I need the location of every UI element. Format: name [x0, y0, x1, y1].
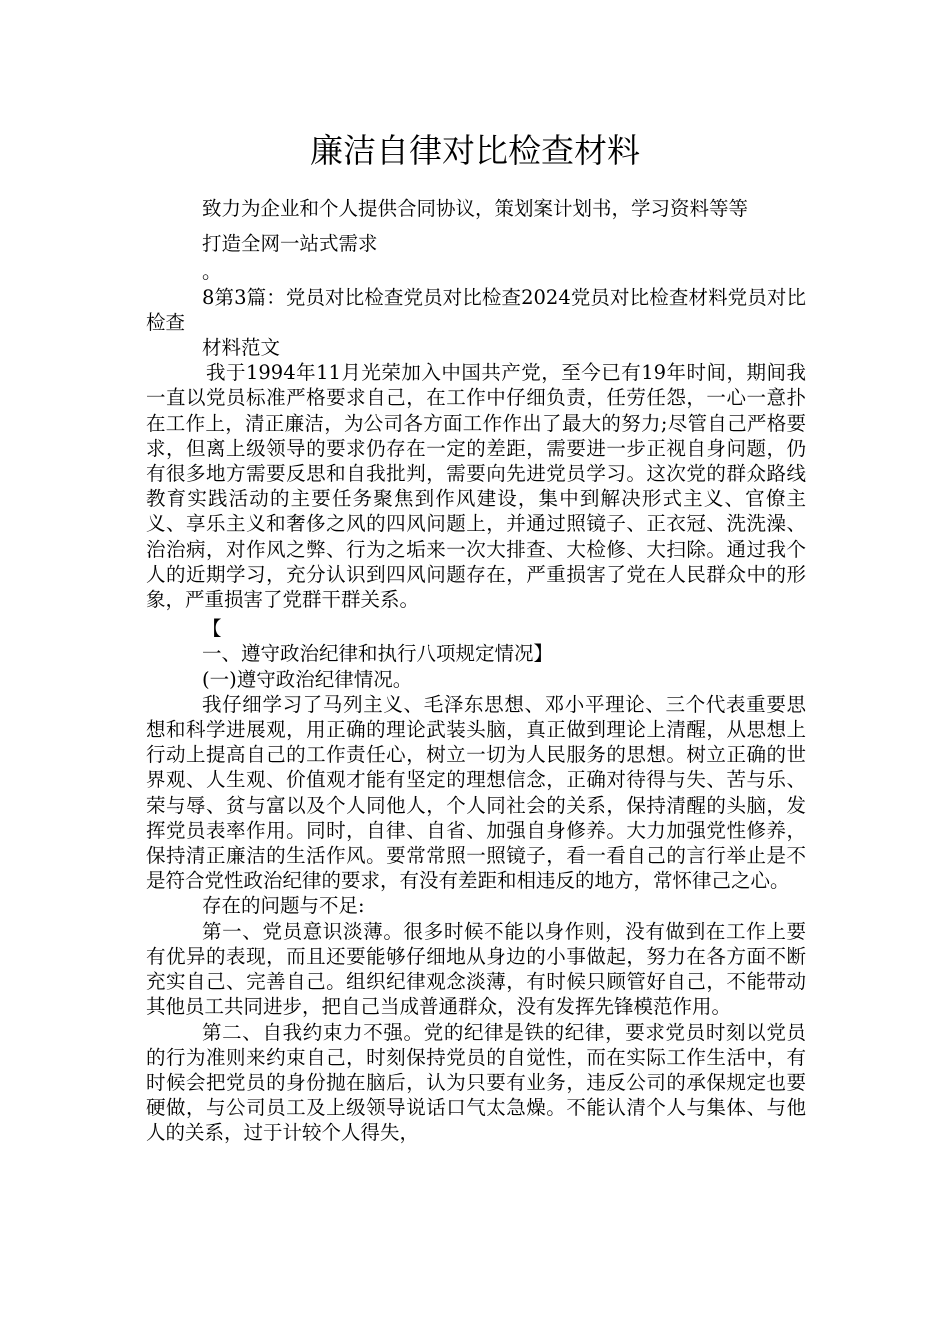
- problems-heading: 存在的问题与不足:: [202, 894, 365, 918]
- bracket-line: 【: [202, 617, 222, 641]
- intro-line-3: 。: [202, 260, 222, 284]
- section-heading: 8第3篇：党员对比检查党员对比检查2024党员对比检查材料党员对比检查: [146, 285, 806, 334]
- intro-line-2: 打造全网一站式需求: [202, 232, 378, 256]
- intro-line-1: 致力为企业和个人提供合同协议，策划案计划书，学习资料等等: [202, 197, 749, 220]
- paragraph-point-one: 第一、党员意识淡薄。很多时候不能以身作则，没有做到在工作上要有优异的表现，而且还要能够仔细地从身边的小事做起，努力在各方面不断充实自己、完善自己。组织纪律观念淡薄，有时候只顾管好自己，不能带动其他员工共同进步，把自己当成普通群众，没有发挥先锋模范作用。: [146, 919, 806, 1019]
- section-one-heading: 一、遵守政治纪律和执行八项规定情况】: [202, 642, 554, 666]
- document-body: [146, 196, 806, 1146]
- section-subheading: 材料范文: [202, 336, 281, 360]
- paragraph-point-two: 第二、自我约束力不强。党的纪律是铁的纪律，要求党员时刻以党员的行为准则来约束自己，时刻保持党员的自觉性，而在实际工作生活中，有时候会把党员的身份抛在脑后，认为只要有业务，违反公司的承保规定也要硬做，与公司员工及上级领导说话口气太急燥。不能认清个人与集体、与他人的关系，过于计较个人得失，: [146, 1020, 806, 1145]
- paragraph-intro: 我于1994年11月光荣加入中国共产党，至今已有19年时间，期间我一直以党员标准严格要求自己，在工作中仔细负责，任劳任怨，一心一意扑在工作上，清正廉洁，为公司各方面工作作出了最大的努力;尽管自己严格要求，但离上级领导的要求仍存在一定的差距，需要进一步正视自身问题，仍有很多地方需要反思和自我批判，需要向先进党员学习。这次党的群众路线教育实践活动的主要任务聚焦到作风建设，集中到解决形式主义、官僚主义、享乐主义和奢侈之风的四风问题上，并通过照镜子、正衣冠、洗洗澡、治治病，对作风之弊、行为之垢来一次大排查、大检修、大扫除。通过我个人的近期学习，充分认识到四风问题存在，严重损害了党在人民群众中的形象，严重损害了党群干群关系。: [146, 361, 806, 612]
- document-title: 廉洁自律对比检查材料: [310, 131, 640, 170]
- subsection-heading: (一)遵守政治纪律情况。: [202, 667, 413, 691]
- paragraph-study: 我仔细学习了马列主义、毛泽东思想、邓小平理论、三个代表重要思想和科学进展观，用正确的理论武装头脑，真正做到理论上清醒，从思想上行动上提高自己的工作责任心，树立一切为人民服务的思想。树立正确的世界观、人生观、价值观才能有坚定的理想信念，正确对待得与失、苦与乐、荣与辱、贫与富以及个人同他人，个人同社会的关系，保持清醒的头脑，发挥党员表率作用。同时，自律、自省、加强自身修养。大力加强党性修养，保持清正廉洁的生活作风。要常常照一照镜子，看一看自己的言行举止是不是符合党性政治纪律的要求，有没有差距和相违反的地方，常怀律己之心。: [146, 692, 806, 893]
